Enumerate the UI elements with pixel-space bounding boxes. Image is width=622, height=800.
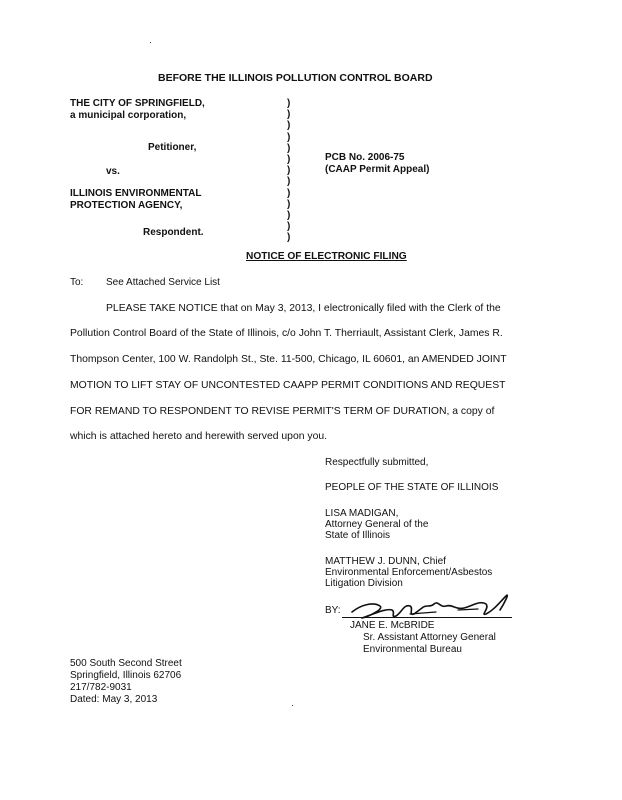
party-name: PEOPLE OF THE STATE OF ILLINOIS	[325, 482, 499, 493]
notice-title: NOTICE OF ELECTRONIC FILING	[246, 251, 407, 262]
respondent-name-line-2: PROTECTION AGENCY,	[70, 200, 183, 211]
attorney-general-name: LISA MADIGAN,	[325, 508, 399, 519]
caption-brace-column	[287, 98, 297, 243]
body-line: MOTION TO LIFT STAY OF UNCONTESTED CAAPP PERMIT CONDITIONS AND REQUEST	[70, 380, 506, 391]
attorney-general-title: Attorney General of the	[325, 519, 429, 530]
case-type: (CAAP Permit Appeal)	[325, 164, 430, 175]
signer-name: JANE E. McBRIDE	[350, 620, 435, 631]
respondent-role: Respondent.	[143, 227, 204, 238]
petitioner-role: Petitioner,	[148, 142, 197, 153]
caption-brace: )	[287, 142, 291, 154]
division-chief-title: Litigation Division	[325, 578, 403, 589]
body-line: Thompson Center, 100 W. Randolph St., Ste. 11-500, Chicago, IL 60601, an AMENDED JOINT	[70, 354, 507, 365]
division-chief-name: MATTHEW J. DUNN, Chief	[325, 556, 446, 567]
address-city: Springfield, Illinois 62706	[70, 670, 182, 681]
caption-brace: )	[287, 109, 291, 121]
caption-brace: )	[287, 176, 291, 188]
caption-brace: )	[287, 187, 291, 199]
page-heading: BEFORE THE ILLINOIS POLLUTION CONTROL BOARD	[158, 72, 433, 84]
caption-brace: )	[287, 198, 291, 210]
signer-bureau: Environmental Bureau	[363, 644, 462, 655]
caption-brace: )	[287, 165, 291, 177]
caption-brace: )	[287, 232, 291, 244]
division-chief-title: Environmental Enforcement/Asbestos	[325, 567, 493, 578]
signer-title: Sr. Assistant Attorney General	[363, 632, 496, 643]
caption-brace: )	[287, 98, 291, 109]
respondent-name-line-1: ILLINOIS ENVIRONMENTAL	[70, 188, 202, 199]
body-line: PLEASE TAKE NOTICE that on May 3, 2013, I electronically filed with the Clerk of the	[106, 303, 501, 314]
date-line: Dated: May 3, 2013	[70, 694, 158, 705]
attorney-general-title: State of Illinois	[325, 530, 391, 541]
by-label: BY:	[325, 605, 341, 616]
scan-speck	[150, 42, 151, 43]
caption-brace: )	[287, 131, 291, 143]
body-line: Pollution Control Board of the State of Illinois, c/o John T. Therriault, Assistant Clerk, James R.	[70, 328, 503, 339]
to-label: To:	[70, 277, 84, 288]
address-street: 500 South Second Street	[70, 658, 182, 669]
body-line: FOR REMAND TO RESPONDENT TO REVISE PERMIT'S TERM OF DURATION, a copy of	[70, 406, 495, 417]
caption-brace: )	[287, 120, 291, 132]
caption-brace: )	[287, 153, 291, 165]
closing: Respectfully submitted,	[325, 457, 429, 468]
caption-brace: )	[287, 221, 291, 233]
petitioner-name: THE CITY OF SPRINGFIELD,	[70, 98, 205, 109]
case-number: PCB No. 2006-75	[325, 152, 405, 163]
petitioner-description: a municipal corporation,	[70, 110, 187, 121]
caption-brace: )	[287, 209, 291, 221]
to-value: See Attached Service List	[106, 277, 220, 288]
versus-label: vs.	[106, 166, 120, 177]
body-line: which is attached hereto and herewith served upon you.	[70, 431, 328, 442]
address-phone: 217/782-9031	[70, 682, 132, 693]
scan-speck	[292, 705, 293, 706]
